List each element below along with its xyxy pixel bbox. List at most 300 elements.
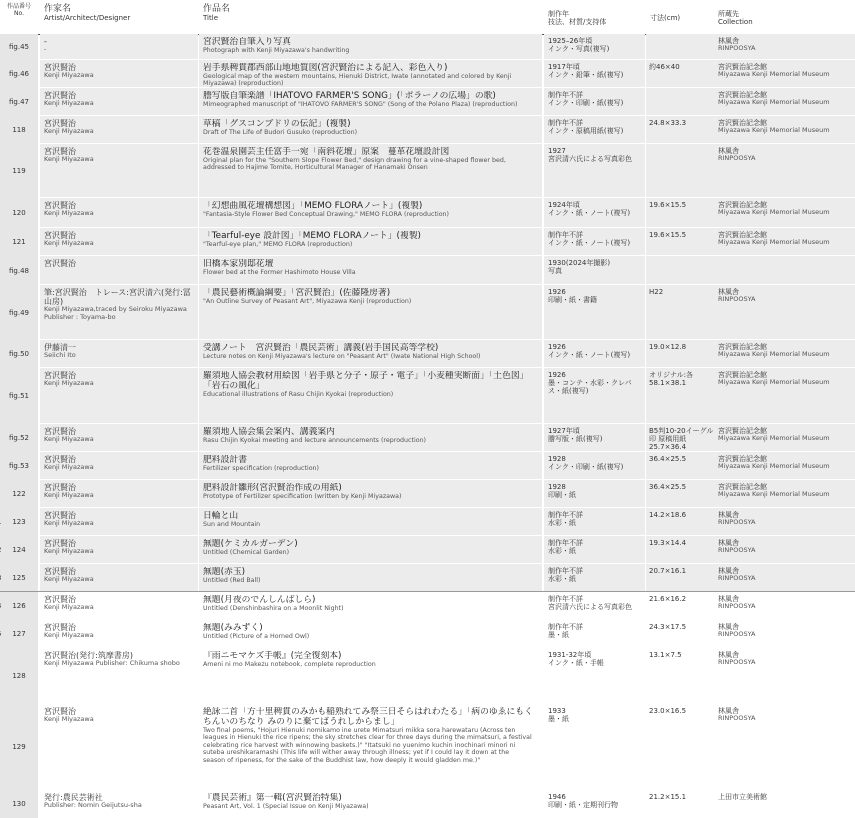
- work-technique: インク・印刷・紙(複写): [548, 463, 624, 471]
- row-number: 120: [0, 198, 38, 228]
- work-title: 「農民藝術概論綱要」「宮沢賢治」(佐藤隆房著): [203, 288, 391, 298]
- table-row: [0, 424, 855, 452]
- collection-name-en: Miyazawa Kenji Memorial Museum: [718, 126, 830, 134]
- work-technique: 墨・紙: [548, 715, 569, 723]
- work-size: [649, 37, 715, 60]
- work-year: 制作年不詳: [548, 623, 583, 631]
- artist-cell: [44, 231, 194, 256]
- artist-cell: [44, 623, 194, 648]
- artist-cell: [44, 91, 194, 116]
- work-title-en: Rasu Chijin Kyokai meeting and lecture announcements (reproduction): [203, 437, 427, 444]
- collection-cell: [718, 511, 853, 536]
- collection-name-en: RINPOOSYA: [718, 546, 756, 554]
- work-title-en: Ameni ni mo Makezu notebook, complete reproduction: [203, 661, 376, 668]
- work-year: 1927: [548, 147, 566, 155]
- work-title: 肥料設計雛形(宮沢賢治作成の用紙): [203, 483, 342, 493]
- work-year: 制作年不詳: [548, 511, 583, 519]
- work-title-en: Untitled (Chemical Garden): [203, 549, 290, 556]
- collection-cell: [718, 91, 853, 116]
- row-number: fig.52: [0, 424, 38, 452]
- work-year: 制作年不詳: [548, 539, 583, 547]
- work-title-en: "Fantasia-Style Flower Bed Conceptual Drawing," MEMO FLORA (reproduction): [203, 211, 449, 218]
- year-cell: [548, 707, 644, 790]
- work-size: オリジナル:各58.1×38.1: [649, 371, 694, 387]
- work-title-en: "An Outline Survey of Peasant Art", Miyazawa Kenji (reproduction): [203, 298, 412, 305]
- artist-cell: [44, 707, 194, 790]
- work-title: 無題(月夜のでんしんばしら): [203, 595, 316, 605]
- table-row: [0, 592, 855, 620]
- header-artist-en: Artist/Architect/Designer: [44, 14, 131, 22]
- artist-name-en: Seiichi Ito: [44, 351, 76, 359]
- table-row: [0, 790, 855, 818]
- collection-cell: [718, 231, 853, 256]
- collection-name: 宮沢賢治記念館: [718, 91, 767, 99]
- work-title: 岩手県稗貫郡西部山地地質図(宮沢賢治による記入、彩色入り): [203, 63, 448, 73]
- collection-name: 宮沢賢治記念館: [718, 119, 767, 127]
- table-row: [0, 144, 855, 198]
- artist-name: 発行:農民芸術社: [44, 793, 103, 802]
- collection-name-en: RINPOOSYA: [718, 295, 756, 303]
- artist-name: 宮沢賢治: [44, 231, 76, 240]
- artist-cell: [44, 483, 194, 508]
- collection-name: 宮沢賢治記念館: [718, 201, 767, 209]
- artist-name: -: [44, 37, 47, 46]
- work-year: 1928: [548, 455, 566, 463]
- table-header: [0, 0, 855, 35]
- work-title-en: Lecture notes on Kenji Miyazawa's lecture on "Peasant Art" (Iwate National High School): [203, 353, 481, 360]
- work-year: 1931-32年頃: [548, 651, 592, 659]
- header-title-en: Title: [203, 14, 219, 22]
- work-technique: 写真: [548, 267, 562, 275]
- header-artist: [44, 4, 194, 22]
- work-title-en: Geological map of the western mountains, Hienuki District, Iwate (annotated and colored by Kenji Miyazawa) (reproduction): [203, 73, 512, 88]
- collection-name: 宮沢賢治記念館: [718, 455, 767, 463]
- row-number: fig.53: [0, 452, 38, 480]
- collection-name: 林風舎: [718, 539, 739, 547]
- artist-name: 宮沢賢治: [44, 595, 76, 604]
- work-size: 約46×40: [649, 63, 680, 71]
- year-cell: [548, 288, 644, 340]
- header-collection: [718, 10, 853, 26]
- year-cell: [548, 623, 644, 648]
- work-technique: 印刷・紙・書籍: [548, 296, 597, 304]
- header-size: 寸法(cm): [650, 14, 681, 22]
- artist-cell: [44, 427, 194, 452]
- collection-cell: [718, 147, 853, 198]
- title-cell: [203, 567, 533, 592]
- artist-cell: [44, 651, 194, 704]
- work-title: 羅須地人協会教材用絵図「岩手県と分子・原子・電子」「小麦種実断面」「土色図」「岩石の風化」: [203, 371, 529, 391]
- table-row: [0, 452, 855, 480]
- year-cell: [548, 483, 644, 508]
- artist-name: 宮沢賢治: [44, 483, 76, 492]
- title-cell: [203, 511, 533, 536]
- work-year: 1946: [548, 793, 566, 801]
- collection-name: 宮沢賢治記念館: [718, 483, 767, 491]
- collection-name-en: RINPOOSYA: [718, 630, 756, 638]
- year-cell: [548, 455, 644, 480]
- title-cell: [203, 343, 533, 368]
- work-title: 「Tearful-eye 設計図」「MEMO FLORAノート」(複製): [203, 231, 421, 241]
- title-cell: [203, 455, 533, 480]
- artist-name-en: Kenji Miyazawa: [44, 99, 94, 107]
- collection-name: 宮沢賢治記念館: [718, 231, 767, 239]
- collection-name-en: Miyazawa Kenji Memorial Museum: [718, 98, 830, 106]
- artist-name-en: Kenji Miyazawa: [44, 127, 94, 135]
- artist-cell: [44, 288, 194, 340]
- work-title: 花巻温泉園芸主任富手一宛「南斜花壇」原案 蔓革花壇設計図: [203, 147, 450, 157]
- artist-name: 筆:宮沢賢治 トレース:宮沢清六(発行:冨山房): [44, 288, 191, 306]
- work-year: 1924年頃: [548, 201, 580, 209]
- artist-name: 宮沢賢治: [44, 623, 76, 632]
- work-size: [649, 259, 715, 285]
- artist-cell: [44, 539, 194, 564]
- work-title: 羅須地人協会集会案内、講義案内: [203, 427, 335, 437]
- title-cell: [203, 595, 533, 620]
- work-year: 制作年不詳: [548, 567, 583, 575]
- title-cell: [203, 91, 533, 116]
- collection-cell: [718, 288, 853, 340]
- work-year: 制作年不詳: [548, 119, 583, 127]
- title-cell: [203, 288, 533, 340]
- artist-name: 宮沢賢治: [44, 371, 76, 380]
- work-size: 20.7×16.1: [649, 567, 687, 575]
- row-number: fig.46: [0, 60, 38, 88]
- table-row: [0, 60, 855, 88]
- collection-cell: [718, 427, 853, 452]
- work-technique: 墨・コンテ・水彩・クレパス・紙(複写): [548, 379, 632, 395]
- year-cell: [548, 567, 644, 592]
- work-title-en: Photograph with Kenji Miyazawa's handwriting: [203, 47, 350, 54]
- work-technique: 水彩・紙: [548, 519, 576, 527]
- collection-cell: [718, 259, 853, 285]
- artist-cell: [44, 259, 194, 285]
- work-title: 日輪と山: [203, 511, 239, 521]
- header-collection-ja: 所蔵先: [718, 10, 739, 18]
- artist-name-en: Kenji Miyazawa: [44, 435, 94, 443]
- work-year: 1933: [548, 707, 566, 715]
- artist-name-en: Kenji Miyazawa: [44, 239, 94, 247]
- work-title-en: Sun and Mountain: [203, 521, 261, 528]
- collection-name: 林風舎: [718, 288, 739, 296]
- collection-name-en: Miyazawa Kenji Memorial Museum: [718, 238, 830, 246]
- collection-name: 林風舎: [718, 623, 739, 631]
- work-size: 24.8×33.3: [649, 119, 687, 127]
- artist-name: 宮沢賢治: [44, 201, 76, 210]
- row-number: fig.49: [0, 285, 38, 340]
- header-year: [548, 10, 648, 26]
- row-number: 129: [0, 704, 38, 790]
- artist-name-en: Kenji Miyazawa: [44, 631, 94, 639]
- artist-name-en: Kenji Miyazawa,traced by Seiroku Miyazawa Publisher : Toyama-bo: [44, 305, 187, 321]
- work-technique: インク・紙・ノート(複写): [548, 351, 631, 359]
- artist-name: 宮沢賢治: [44, 707, 76, 716]
- work-technique: 印刷・紙: [548, 491, 576, 499]
- title-cell: [203, 793, 533, 818]
- work-year: 1926: [548, 288, 566, 296]
- work-technique: インク・紙・ノート(複写): [548, 209, 631, 217]
- work-title-en: Peasant Art, Vol. 1 (Special Issue on Kenji Miyazawa): [203, 803, 369, 810]
- collection-name: 林風舎: [718, 567, 739, 575]
- year-cell: [548, 37, 644, 60]
- work-title: 草稿「グスコンブドリの伝記」(複製): [203, 119, 351, 129]
- collection-cell: [718, 343, 853, 368]
- collection-cell: [718, 595, 853, 620]
- artist-cell: [44, 147, 194, 198]
- header-artist-ja: 作家名: [44, 4, 72, 14]
- collection-name-en: RINPOOSYA: [718, 714, 756, 722]
- work-technique: 宮沢清六氏による写真彩色: [548, 155, 632, 163]
- collection-name-en: RINPOOSYA: [718, 44, 756, 52]
- table-row: [0, 368, 855, 424]
- year-cell: [548, 119, 644, 144]
- table-row: [0, 648, 855, 704]
- year-cell: [548, 539, 644, 564]
- artist-name-en: Kenji Miyazawa: [44, 547, 94, 555]
- collection-name: 宮沢賢治記念館: [718, 343, 767, 351]
- artist-name-en: Kenji Miyazawa: [44, 463, 94, 471]
- work-size: 23.0×16.5: [649, 707, 687, 715]
- collection-cell: [718, 539, 853, 564]
- work-title-en: Flower bed at the Former Hashimoto House Villa: [203, 269, 356, 276]
- work-size: 19.6×15.5: [649, 231, 687, 239]
- margin-mark: [0, 602, 1, 610]
- table-row: [0, 340, 855, 368]
- work-year: 1926: [548, 343, 566, 351]
- artist-cell: [44, 793, 194, 818]
- title-cell: [203, 707, 533, 790]
- artist-name-en: Kenji Miyazawa: [44, 155, 94, 163]
- title-cell: [203, 427, 533, 452]
- work-title-en: Draft of The Life of Budori Gusuko (reproduction): [203, 129, 358, 136]
- row-number: 118: [0, 116, 38, 144]
- work-technique: インク・紙・ノート(複写): [548, 239, 631, 247]
- year-cell: [548, 511, 644, 536]
- work-title: 肥料設計書: [203, 455, 247, 465]
- work-title-en: Mimeographed manuscript of "IHATOVO FARMER'S SONG" (Song of the Polano Plaza) (reproduction): [203, 101, 518, 108]
- title-cell: [203, 259, 533, 285]
- artist-name-en: Kenji Miyazawa: [44, 603, 94, 611]
- artist-name: 宮沢賢治: [44, 259, 76, 268]
- collection-cell: [718, 119, 853, 144]
- artist-cell: [44, 511, 194, 536]
- work-size: [649, 147, 715, 198]
- work-size: 19.0×12.8: [649, 343, 687, 351]
- work-year: 1917年頃: [548, 63, 580, 71]
- work-title: 無題(赤玉): [203, 567, 246, 577]
- collection-name-en: Miyazawa Kenji Memorial Museum: [718, 490, 830, 498]
- collection-name-en: Miyazawa Kenji Memorial Museum: [718, 70, 830, 78]
- collection-name-en: Miyazawa Kenji Memorial Museum: [718, 350, 830, 358]
- collection-cell: [718, 483, 853, 508]
- collection-cell: [718, 455, 853, 480]
- artist-cell: [44, 37, 194, 60]
- title-cell: [203, 539, 533, 564]
- work-technique: インク・写真(複写): [548, 45, 610, 53]
- row-number: fig.47: [0, 88, 38, 116]
- work-technique: インク・紙・手帳: [548, 659, 604, 667]
- work-technique: 墨・紙: [548, 631, 569, 639]
- work-title: 『雨ニモマケズ手帳』(完全復刻本): [203, 651, 342, 661]
- title-cell: [203, 37, 533, 60]
- artist-name-en: Kenji Miyazawa: [44, 715, 94, 723]
- collection-cell: [718, 37, 853, 60]
- work-title-en: "Tearful-eye plan," MEMO FLORA (reproduction): [203, 241, 353, 248]
- row-number: 128: [0, 648, 38, 704]
- row-number: 121: [0, 228, 38, 256]
- artist-name-en: Kenji Miyazawa: [44, 491, 94, 499]
- work-title-en: Untitled (Picture of a Horned Owl): [203, 633, 310, 640]
- table-row: [0, 480, 855, 508]
- row-number: 124: [0, 536, 38, 564]
- table-row: [0, 564, 855, 592]
- collection-cell: [718, 371, 853, 424]
- artist-name-en: Kenji Miyazawa: [44, 71, 94, 79]
- collection-name-en: RINPOOSYA: [718, 518, 756, 526]
- row-number: fig.48: [0, 256, 38, 285]
- work-technique: インク・原稿用紙(複写): [548, 127, 624, 135]
- title-cell: [203, 371, 533, 424]
- collection-name-en: Miyazawa Kenji Memorial Museum: [718, 462, 830, 470]
- work-title: 宮沢賢治自筆入り写真: [203, 37, 291, 47]
- table-row: [0, 88, 855, 116]
- artist-name: 宮沢賢治: [44, 91, 76, 100]
- work-technique: インク・印刷・紙(複写): [548, 99, 624, 107]
- work-title-en: Prototype of Fertilizer specification (written by Kenji Miyazawa): [203, 493, 402, 500]
- margin-mark: [0, 630, 1, 638]
- work-year: 1927年頃: [548, 427, 580, 435]
- row-number: fig.50: [0, 340, 38, 368]
- work-size: 36.4×25.5: [649, 483, 687, 491]
- work-title-en: Two final poems, "Hojuri Hienuki nomikamo ine urete Mimatsuri mikka sora harewataru (Across ten leagues in Hienuki the rice ripens; the sky stretches clear for three days during the mimatsuri, a festival celebrating rice harvest with winnowing baskets.)" "Itatsuki no yuenimo kuchin inochinari minori ni suteba ureshikaramashi (This life will wither away through illness; yet if I could lay it down at the season of ripeness, for the sake of the Buddhist law, how deeply it would gladden me.)": [203, 727, 532, 764]
- collection-name: 林風舎: [718, 511, 739, 519]
- work-title-en: Untitled (Red Ball): [203, 577, 261, 584]
- artist-name: 宮沢賢治: [44, 567, 76, 576]
- header-year-ja: 制作年: [548, 10, 569, 18]
- title-cell: [203, 483, 533, 508]
- header-collection-en: Collection: [718, 18, 753, 26]
- collection-name: 宮沢賢治記念館: [718, 371, 767, 379]
- collection-name-en: Miyazawa Kenji Memorial Museum: [718, 378, 830, 386]
- work-title: 受講ノート 宮沢賢治「農民芸術」講義(岩手国民高等学校): [203, 343, 439, 353]
- row-number: 122: [0, 480, 38, 508]
- work-technique: インク・鉛筆・紙(複写): [548, 71, 624, 79]
- row-number: 127: [0, 620, 38, 648]
- work-size: 24.3×17.5: [649, 623, 687, 631]
- row-number: 130: [0, 790, 38, 818]
- work-title: 謄写版自筆楽譜「IHATOVO FARMER'S SONG」(「ポラーノの広場」の歌): [203, 91, 496, 101]
- collection-cell: [718, 793, 853, 818]
- work-size: 21.6×16.2: [649, 595, 687, 603]
- work-technique: 宮沢清六氏による写真彩色: [548, 603, 632, 611]
- work-size: H22: [649, 288, 664, 296]
- collection-name: 上田市立美術館: [718, 793, 767, 801]
- collection-name: 林風舎: [718, 147, 739, 155]
- row-number: 123: [0, 508, 38, 536]
- work-title: 無題(みみずく): [203, 623, 263, 633]
- artist-name: 宮沢賢治: [44, 511, 76, 520]
- table-row: [0, 116, 855, 144]
- artist-name: 宮沢賢治: [44, 427, 76, 436]
- table-row: [0, 620, 855, 648]
- row-number: 126: [0, 592, 38, 620]
- artist-name-en: Kenji Miyazawa: [44, 209, 94, 217]
- year-cell: [548, 259, 644, 285]
- work-technique: 印刷・紙・定期刊行物: [548, 801, 618, 809]
- work-size: 19.3×14.4: [649, 539, 687, 547]
- collection-name-en: Miyazawa Kenji Memorial Museum: [718, 208, 830, 216]
- artist-cell: [44, 371, 194, 424]
- year-cell: [548, 201, 644, 228]
- header-title-ja: 作品名: [203, 4, 231, 14]
- work-year: 1926: [548, 371, 566, 379]
- title-cell: [203, 623, 533, 648]
- title-cell: [203, 651, 533, 704]
- table-row: [0, 704, 855, 790]
- artist-name: 宮沢賢治: [44, 63, 76, 72]
- collection-name: 林風舎: [718, 651, 739, 659]
- collection-cell: [718, 623, 853, 648]
- artist-cell: [44, 567, 194, 592]
- artist-cell: [44, 455, 194, 480]
- artist-name: 宮沢賢治: [44, 119, 76, 128]
- work-size: 19.6×15.5: [649, 201, 687, 209]
- title-cell: [203, 231, 533, 256]
- table-row: [0, 508, 855, 536]
- work-year: 1928: [548, 483, 566, 491]
- artist-name-en: Publisher: Nomin Geijutsu-sha: [44, 801, 142, 809]
- work-technique: 水彩・紙: [548, 575, 576, 583]
- artist-cell: [44, 201, 194, 228]
- collection-cell: [718, 567, 853, 592]
- work-year: 制作年不詳: [548, 595, 583, 603]
- table-row: [0, 198, 855, 228]
- table-row: [0, 256, 855, 285]
- work-title-en: Educational illustrations of Rasu Chijin Kyokai (reproduction): [203, 391, 394, 398]
- title-cell: [203, 63, 533, 88]
- work-size: 14.2×18.6: [649, 511, 687, 519]
- work-title: 絶詠二首「方十里稗貫のみかも稲熟れてみ祭三日そらはれわたる」「病のゆゑにもくちんいのちなり みのりに棄てばうれしからまし」: [203, 707, 533, 727]
- header-no: 作品番号 No.: [6, 3, 31, 17]
- work-title-en: Original plan for the "Southern Slope Flower Bed," design drawing for a vine-shaped flower bed, addressed to Hajime Tomite, Horticultural Manager of Hanamaki Onsen: [203, 157, 506, 172]
- title-cell: [203, 147, 533, 198]
- collection-cell: [718, 651, 853, 704]
- collection-name-en: Miyazawa Kenji Memorial Museum: [718, 434, 830, 442]
- year-cell: [548, 793, 644, 818]
- collection-name-en: RINPOOSYA: [718, 154, 756, 162]
- work-year: 1925–26年頃: [548, 37, 593, 45]
- collection-name: 林風舎: [718, 595, 739, 603]
- work-title: 無題(ケミカルガーデン): [203, 539, 298, 549]
- artist-cell: [44, 63, 194, 88]
- header-technique: 技法、材質/支持体: [548, 18, 607, 26]
- year-cell: [548, 63, 644, 88]
- artist-name: 伊藤清一: [44, 343, 76, 352]
- artist-name-en: Kenji Miyazawa: [44, 575, 94, 583]
- margin-mark: [0, 546, 1, 554]
- table-row: [0, 34, 855, 60]
- work-title: 旧橋本家別邸花壇: [203, 259, 274, 269]
- collection-cell: [718, 201, 853, 228]
- collection-name: 林風舎: [718, 707, 739, 715]
- work-size: 36.4×25.5: [649, 455, 687, 463]
- year-cell: [548, 651, 644, 704]
- collection-name: 宮沢賢治記念館: [718, 63, 767, 71]
- collection-name-en: RINPOOSYA: [718, 658, 756, 666]
- work-year: 制作年不詳: [548, 91, 583, 99]
- table-row: [0, 536, 855, 564]
- work-title: 「幻想曲風花壇構想図」「MEMO FLORAノート」(複製): [203, 201, 423, 211]
